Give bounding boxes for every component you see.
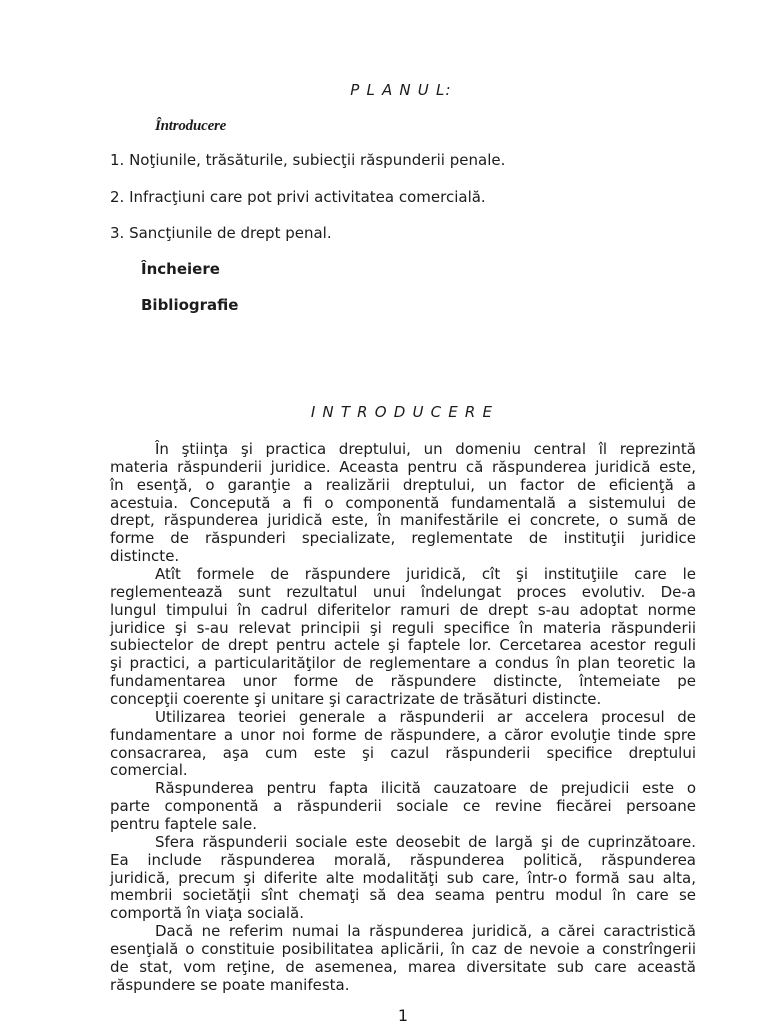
text-line: distincte. xyxy=(110,547,180,566)
text-line: Răspunderea pentru fapta ilicită cauzatoare de prejudicii este o xyxy=(155,779,696,798)
plan-conclusion-label: Încheiere xyxy=(141,260,220,278)
text-line: acestuia. Concepută a fi o componentă fundamentală a sistemului de xyxy=(110,493,696,512)
paragraph xyxy=(110,441,696,566)
text-line: Sfera răspunderii sociale este deosebit de largă şi de cuprinzătoare. xyxy=(155,832,696,851)
text-line: materia răspunderii juridice. Aceasta pentru că răspunderea juridică este, xyxy=(110,457,696,476)
text-line: fundamentarea unor forme de răspundere distincte, întemeiate pe xyxy=(110,672,696,691)
text-line: Atît formele de răspundere juridică, cît şi instituţiile care le xyxy=(155,565,696,584)
paragraph xyxy=(110,709,696,780)
text-line: juridică, precum şi diferite alte modalităţi sub care, într-o formă sau alta, xyxy=(110,868,696,887)
text-line: de stat, vom reţine, de asemenea, marea diversitate sub care această xyxy=(110,957,696,976)
paragraph xyxy=(110,923,696,994)
text-line: fundamentare a unor noi forme de răspundere, a căror evoluţie tinde spre xyxy=(110,725,696,744)
text-line: subiectelor de drept pentru actele şi faptele lor. Cercetarea acestor reguli xyxy=(110,636,696,655)
text-line: esenţială o constituie posibilitatea aplicării, în caz de nevoie a constrîngerii xyxy=(110,940,696,959)
paragraph xyxy=(110,780,696,834)
introduction-body xyxy=(110,441,696,995)
text-line: Utilizarea teoriei generale a răspunderii ar accelera procesul de xyxy=(155,707,696,726)
text-line: lungul timpului în cadrul diferitelor ramuri de drept s-au adoptat norme xyxy=(110,600,696,619)
text-line: forme de răspunderi specializate, reglementate de instituţii juridice xyxy=(110,529,696,548)
plan-intro-label: Întroducere xyxy=(155,118,227,134)
text-line: consacrarea, aşa cum este şi cazul răspunderii specifice dreptului xyxy=(110,743,696,762)
plan-item: 3. Sancţiunile de drept penal. xyxy=(110,224,332,242)
paragraph xyxy=(110,566,696,709)
page-number: 1 xyxy=(397,1006,409,1024)
text-line: Dacă ne referim numai la răspunderea juridică, a cărei caractristică xyxy=(155,922,696,941)
text-line: concepţii coerente şi unitare şi caractrizate de trăsături distincte. xyxy=(110,690,602,709)
plan-item: 2. Infracţiuni care pot privi activitatea comercială. xyxy=(110,188,486,206)
text-line: În ştiinţa şi practica dreptului, un domeniu central îl reprezintă xyxy=(155,440,696,458)
text-line: în esenţă, o garanţie a realizării dreptului, un factor de eficienţă a xyxy=(110,475,696,494)
text-line: şi practici, a particularităţilor de reglementare a condus în plan teoretic la xyxy=(110,654,696,673)
text-line: membrii societăţii sînt chemaţi să dea seama pentru modul în care se xyxy=(110,886,696,905)
plan-title: P L A N U L: xyxy=(350,81,452,99)
paragraph xyxy=(110,834,696,923)
text-line: juridice şi s-au relevat principii şi reguli specifice în materia răspunderii xyxy=(110,618,696,637)
plan-item: 1. Noţiunile, trăsăturile, subiecţii răspunderii penale. xyxy=(110,151,506,169)
text-line: comportă în viaţa socială. xyxy=(110,904,304,923)
text-line: Ea include răspunderea morală, răspunderea politică, răspunderea xyxy=(110,850,696,869)
plan-bibliography-label: Bibliografie xyxy=(141,296,239,314)
text-line: răspundere se poate manifesta. xyxy=(110,975,350,994)
introduction-title: I N T R O D U C E R E xyxy=(310,403,494,421)
text-line: comercial. xyxy=(110,761,188,780)
text-line: parte componentă a răspunderii sociale ce revine fiecărei persoane xyxy=(110,797,696,816)
text-line: drept, răspunderea juridică este, în manifestările ei concrete, o sumă de xyxy=(110,511,696,530)
text-line: pentru faptele sale. xyxy=(110,815,258,834)
text-line: reglementează sunt rezultatul unui îndelungat proces evolutiv. De-a xyxy=(110,582,696,601)
